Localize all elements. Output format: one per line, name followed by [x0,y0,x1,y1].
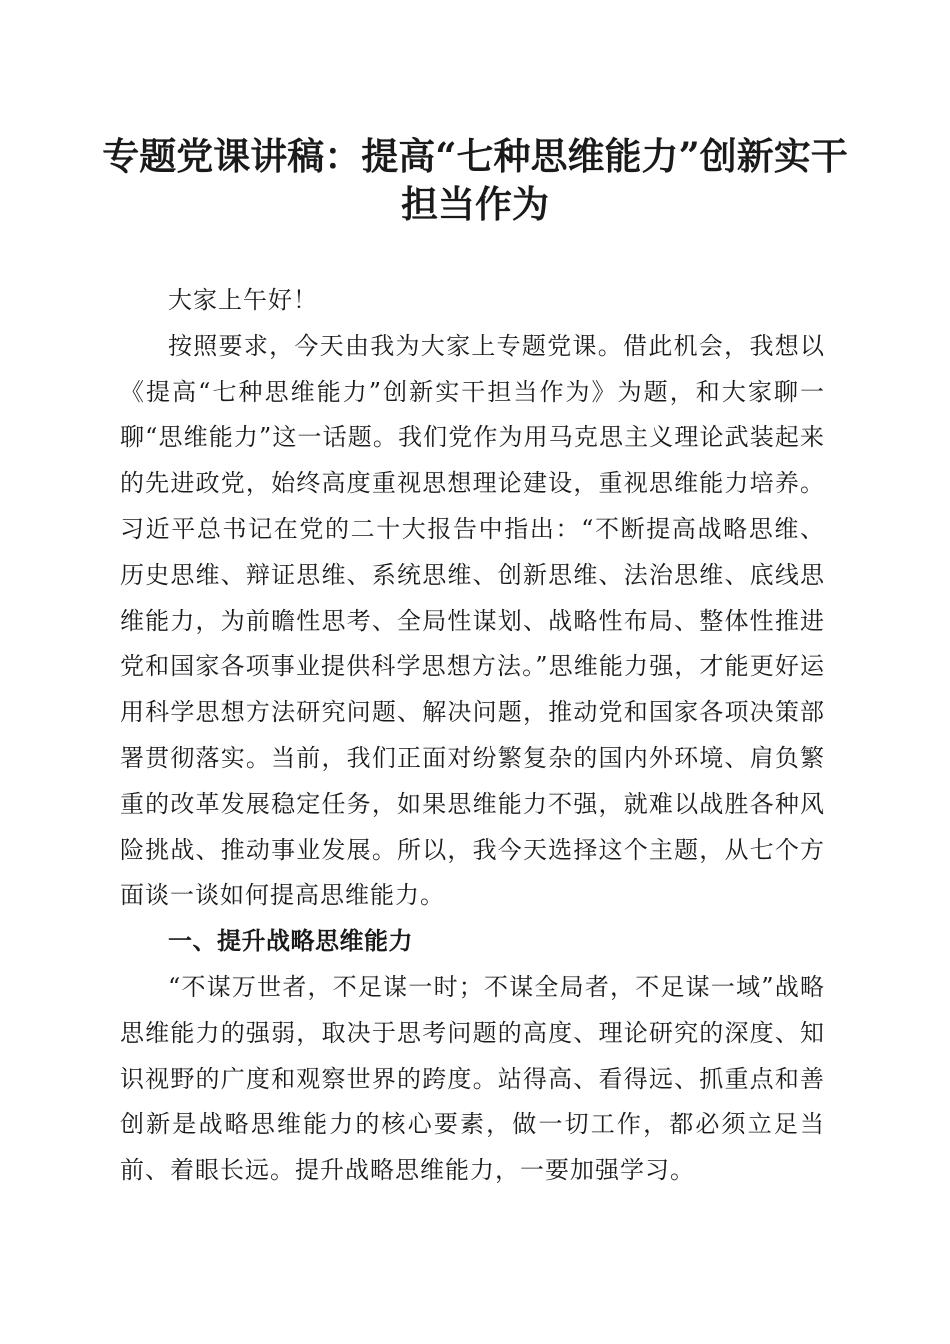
section-paragraph: “不谋万世者，不足谋一时；不谋全局者，不足谋一域”战略思维能力的强弱，取决于思考问题的高度、理论研究的深度、知识视野的广度和观察世界的跨度。站得高、看得远、抓重点和善创新是战略思维能力的核心要素，做一切工作，都必须立足当前、着眼长远。提升战略思维能力，一要加强学习。 [120,972,825,1185]
intro-paragraph: 按照要求，今天由我为大家上专题党课。借此机会，我想以《提高“七种思维能力”创新实干担当作为》为题，和大家聊一聊“思维能力”这一话题。我们党作为用马克思主义理论武装起来的先进政党，始终高度重视思想理论建设，重视思维能力培养。习近平总书记在党的二十大报告中指出：“不断提高战略思维、历史思维、辩证思维、系统思维、创新思维、法治思维、底线思维能力，为前瞻性思考、全局性谋划、战略性布局、整体性推进党和国家各项事业提供科学思想方法。”思维能力强，才能更好运用科学思想方法研究问题、解决问题，推动党和国家各项决策部署贯彻落实。当前，我们正面对纷繁复杂的国内外环境、肩负繁重的改革发展稳定任务，如果思维能力不强，就难以战胜各种风险挑战、推动事业发展。所以，我今天选择这个主题，从七个方面谈一谈如何提高思维能力。 [120,331,825,910]
greeting-paragraph: 大家上午好！ [168,286,318,314]
document-body [120,278,825,1194]
section-heading: 一、提升战略思维能力 [168,927,413,956]
document-title: 专题党课讲稿：提高“七种思维能力”创新实干担当作为 [102,134,848,226]
